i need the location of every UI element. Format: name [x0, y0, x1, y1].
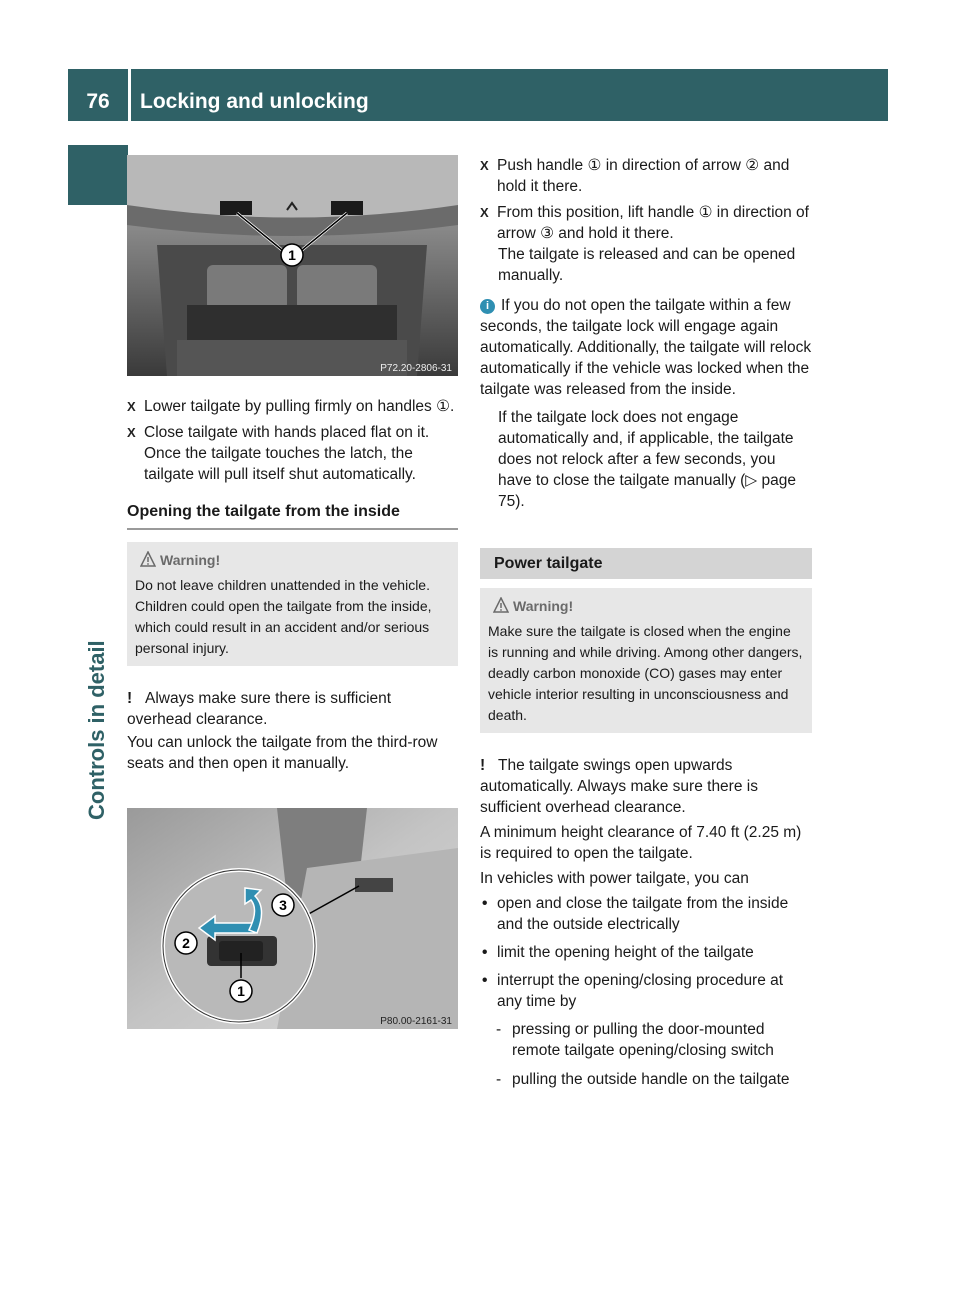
- bullet-marker: •: [482, 972, 488, 989]
- list-item: [480, 893, 812, 935]
- step-marker: X: [480, 158, 489, 173]
- bullet-marker: •: [482, 895, 488, 912]
- warning-title-text: Warning!: [513, 598, 574, 614]
- sub-list-item-text: pulling the outside handle on the tailgate: [512, 1071, 790, 1088]
- info-text: If you do not open the tailgate within a few seconds, the tailgate lock will engage again automatically. Additionally, the tailgate will relock automatically if the vehicle was locked when the tailgate was released from the inside.: [480, 297, 812, 398]
- handle-illustration: [127, 808, 458, 1029]
- callout-2: 2: [182, 935, 190, 951]
- list-item-text: open and close the tailgate from the inside and the outside electrically: [497, 895, 789, 933]
- notice-icon: !: [127, 690, 133, 707]
- notice: [480, 755, 812, 818]
- dash-marker: -: [496, 1021, 502, 1038]
- image-code: P72.20-2806-31: [380, 363, 452, 374]
- list-item-text: limit the opening height of the tailgate: [497, 944, 754, 961]
- side-label-text: Controls in detail: [84, 640, 109, 820]
- image-code: P80.00-2161-31: [380, 1016, 452, 1027]
- step-text: Close tailgate with hands placed flat on it. Once the tailgate touches the latch, the tailgate will pull itself shut automatically.: [144, 424, 430, 483]
- paragraph: You can unlock the tailgate from the third-row seats and then open it manually.: [127, 734, 438, 772]
- notice-icon: !: [480, 757, 486, 774]
- list-item: [480, 942, 812, 963]
- notice-text: The tailgate swings open upwards automatically. Always make sure there is sufficient overhead clearance.: [480, 757, 758, 816]
- step-marker: X: [127, 399, 136, 414]
- paragraph-clearance: A minimum height clearance of 7.40 ft (2.25 m) is required to open the tailgate.: [480, 824, 802, 862]
- warning-icon: [493, 597, 509, 613]
- bullet-marker: •: [482, 944, 488, 961]
- callout-3: 3: [279, 897, 287, 913]
- page-number: 76: [86, 90, 110, 113]
- page-title: Locking and unlocking: [140, 90, 369, 113]
- step-close-tailgate: [127, 422, 458, 485]
- handle-photo: [127, 808, 458, 1029]
- left-column: [127, 396, 458, 774]
- list-item: [480, 970, 812, 1012]
- callout-1: 1: [288, 247, 296, 263]
- step-text: Push handle ① in direction of arrow ② and hold it there.: [497, 157, 790, 195]
- sub-list-item: [480, 1019, 812, 1061]
- right-column: [480, 155, 812, 1090]
- step-marker: X: [127, 425, 136, 440]
- info-note: [480, 295, 812, 400]
- step-text: Lower tailgate by pulling firmly on handles ①.: [144, 398, 455, 415]
- callout-1: 1: [237, 983, 245, 999]
- step-push-handle: [480, 155, 812, 197]
- sub-list-item: [480, 1069, 812, 1090]
- step-result: The tailgate is released and can be opened manually.: [498, 246, 796, 284]
- section-marker: [68, 145, 128, 205]
- step-marker: X: [480, 205, 489, 220]
- page-header: [68, 69, 888, 121]
- tailgate-photo: [127, 155, 458, 376]
- warning-box: [480, 588, 812, 733]
- dash-marker: -: [496, 1071, 502, 1088]
- info-text-2: If the tailgate lock does not engage automatically and, if applicable, the tailgate does not relock after a few seconds, you have to close the tailgate manually (▷ page 75).: [498, 409, 796, 510]
- warning-text: Do not leave children unattended in the vehicle. Children could open the tailgate from the inside, which could result in an accident and/or serious personal injury.: [135, 577, 432, 656]
- notice-text: Always make sure there is sufficient overhead clearance.: [127, 690, 392, 728]
- warning-box: [127, 542, 458, 666]
- header-divider: [128, 69, 131, 121]
- side-label: [84, 520, 114, 820]
- warning-title: [488, 596, 804, 617]
- step-text: From this position, lift handle ① in direction of arrow ③ and hold it there.: [497, 204, 809, 242]
- section-heading: Opening the tailgate from the inside: [127, 501, 458, 530]
- notice: [127, 688, 458, 730]
- step-lift-handle: [480, 202, 812, 244]
- warning-title: [135, 550, 450, 571]
- warning-title-text: Warning!: [160, 552, 221, 568]
- step-lower-tailgate: [127, 396, 458, 417]
- info-icon: i: [480, 299, 495, 314]
- section-title: Power tailgate: [480, 548, 812, 579]
- warning-icon: [140, 551, 156, 567]
- sub-list-item-text: pressing or pulling the door-mounted remote tailgate opening/closing switch: [512, 1021, 774, 1059]
- list-item-text: interrupt the opening/closing procedure at any time by: [497, 972, 784, 1010]
- tailgate-illustration: [127, 155, 458, 376]
- warning-text: Make sure the tailgate is closed when the engine is running and while driving. Among other dangers, deadly carbon monoxide (CO) gases may enter vehicle interior resulting in unconsciousness and death.: [488, 623, 803, 723]
- paragraph-features: In vehicles with power tailgate, you can: [480, 870, 749, 887]
